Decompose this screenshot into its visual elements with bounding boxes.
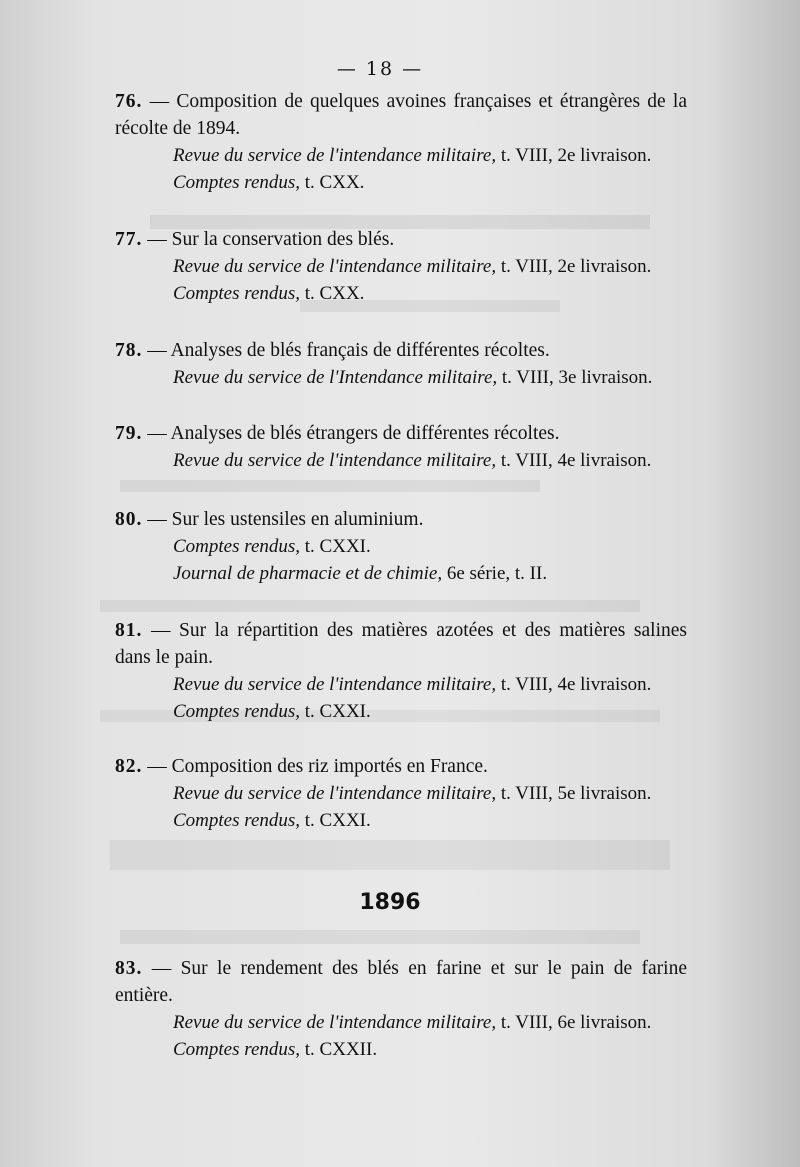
- source-line: Revue du service de l'intendance militaire, t. VIII, 4e livraison.: [173, 450, 652, 471]
- entry-title: — Sur le rendement des blés en farine et sur le pain de farine entière.: [115, 958, 687, 1006]
- entry-number: 76.: [115, 91, 143, 112]
- entry-title: — Composition de quelques avoines françaises et étrangères de la récolte de 1894.: [115, 91, 688, 139]
- entry-number: 83.: [115, 958, 143, 979]
- page-number: — 18 —: [336, 58, 424, 80]
- source-line: Revue du service de l'intendance militaire, t. VIII, 2e livraison.: [173, 145, 652, 166]
- entry-81: [95, 617, 687, 725]
- year-heading: 1896: [359, 890, 421, 915]
- entry-number: 82.: [115, 756, 143, 777]
- source-line: Revue du service de l'intendance militaire, t. VIII, 6e livraison.: [173, 1012, 652, 1033]
- entry-title: — Sur la conservation des blés.: [147, 229, 395, 250]
- entry-title: — Composition des riz importés en France.: [147, 756, 488, 777]
- source-line: Comptes rendus, t. CXXI.: [173, 536, 371, 557]
- source-line: Comptes rendus, t. CXXI.: [173, 701, 371, 722]
- entry-80: [95, 506, 687, 587]
- entry-82: [95, 753, 687, 834]
- entry-76: [95, 88, 687, 196]
- source-line: Comptes rendus, t. CXX.: [173, 172, 365, 193]
- entry-77: [95, 226, 687, 307]
- entry-number: 79.: [115, 423, 143, 444]
- entry-83: [95, 955, 687, 1063]
- entry-title: — Sur la répartition des matières azotées et des matières salines dans le pain.: [115, 620, 687, 668]
- entry-number: 78.: [115, 340, 143, 361]
- source-line: Comptes rendus, t. CXX.: [173, 283, 365, 304]
- source-line: Comptes rendus, t. CXXII.: [173, 1039, 378, 1060]
- source-line: Comptes rendus, t. CXXI.: [173, 810, 371, 831]
- entry-number: 81.: [115, 620, 143, 641]
- entry-78: [95, 337, 687, 391]
- entry-title: — Analyses de blés français de différentes récoltes.: [147, 340, 550, 361]
- source-line: Revue du service de l'intendance militaire, t. VIII, 2e livraison.: [173, 256, 652, 277]
- source-line: Revue du service de l'intendance militaire, t. VIII, 5e livraison.: [173, 783, 652, 804]
- entry-number: 80.: [115, 509, 143, 530]
- entry-number: 77.: [115, 229, 143, 250]
- entry-79: [95, 420, 687, 474]
- entry-title: — Sur les ustensiles en aluminium.: [147, 509, 424, 530]
- source-line: Revue du service de l'intendance militaire, t. VIII, 4e livraison.: [173, 674, 652, 695]
- source-line: Revue du service de l'Intendance militaire, t. VIII, 3e livraison.: [173, 367, 653, 388]
- entry-title: — Analyses de blés étrangers de différentes récoltes.: [147, 423, 560, 444]
- source-line: Journal de pharmacie et de chimie, 6e série, t. II.: [173, 563, 548, 584]
